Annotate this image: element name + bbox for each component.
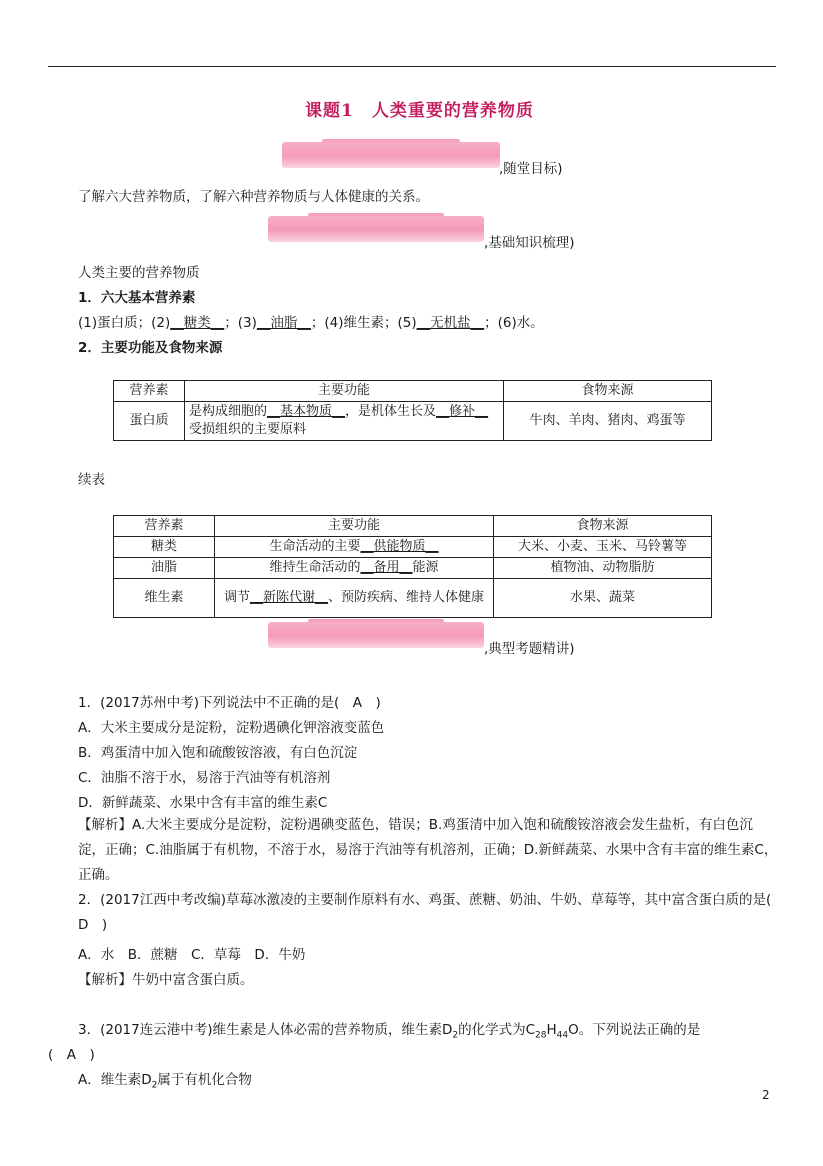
- cell-text: 是构成细胞的: [189, 404, 268, 419]
- section-banner-goal: [282, 142, 500, 168]
- goal-text: 了解六大营养物质，了解六种营养物质与人体健康的关系。: [78, 189, 429, 205]
- answer-blank: __新陈代谢__: [249, 590, 328, 605]
- table-cell: 植物油、动物脂肪: [494, 558, 712, 579]
- table-cell: [215, 537, 494, 558]
- answer-blank: __糖类__: [170, 315, 225, 331]
- section-label-basic: ,基础知识梳理): [484, 235, 575, 251]
- section-banner-basic: [268, 216, 484, 242]
- nutrients-line: [78, 311, 544, 331]
- question-3-answer: ( A ): [48, 1047, 95, 1063]
- basic-heading: 人类主要的营养物质: [78, 265, 200, 281]
- question-1-stem: 1．(2017苏州中考)下列说法中不正确的是( A ): [78, 695, 381, 711]
- question-1-option-a: A．大米主要成分是淀粉，淀粉遇碘化钾溶液变蓝色: [78, 720, 385, 736]
- table-cell: [185, 402, 504, 441]
- table-header: 食物来源: [494, 516, 712, 537]
- cell-text: 能源: [412, 560, 439, 575]
- stem-text: 3．(2017连云港中考)维生素是人体必需的营养物质，维生素D: [78, 1022, 453, 1038]
- section-label-goal: ,随堂目标): [499, 161, 563, 177]
- answer-blank: __油脂__: [256, 315, 311, 331]
- section-label-exam: ,典型考题精讲): [484, 641, 575, 657]
- subscript: 28: [535, 1030, 547, 1041]
- basic-item1: 1．六大基本营养素: [78, 290, 196, 306]
- basic-item2: 2．主要功能及食物来源: [78, 340, 223, 356]
- page-number: 2: [762, 1088, 770, 1102]
- table-row: [114, 402, 712, 441]
- nutrients-text: (1)蛋白质；(2): [78, 315, 171, 331]
- question-1-analysis: 【解析】A.大米主要成分是淀粉，淀粉遇碘变蓝色，错误；B.鸡蛋清中加入饱和硫酸铵溶液会发生盐析，有白色沉淀，正确；C.油脂属于有机物，不溶于水，易溶于汽油等有机溶剂，正确；D.新鲜蔬菜、水果中含有丰富的维生素C，正确。: [78, 817, 778, 883]
- stem-text: O。下列说法正确的是: [568, 1022, 701, 1038]
- cell-text: 调节: [223, 590, 250, 605]
- question-2-stem: 2．(2017江西中考改编)草莓冰激凌的主要制作原料有水、鸡蛋、蔗糖、奶油、牛奶、草莓等，其中富含蛋白质的是( D ): [78, 892, 785, 933]
- table-row: [114, 537, 712, 558]
- answer-blank: __备用__: [360, 560, 413, 575]
- section-banner-exam: [268, 622, 484, 648]
- nutrients-text: ；(3): [224, 315, 257, 331]
- subscript: 44: [556, 1030, 569, 1041]
- table-header: 食物来源: [504, 381, 712, 402]
- cell-text: ，是机体生长及: [345, 404, 437, 419]
- cell-text: 、预防疾病、维持人体健康: [328, 590, 485, 605]
- table-cell: 糖类: [114, 537, 215, 558]
- question-1-option-b: B．鸡蛋清中加入饱和硫酸铵溶液，有白色沉淀: [78, 745, 358, 761]
- question-2-options: A．水 B．蔗糖 C．草莓 D．牛奶: [78, 947, 306, 963]
- table-cell: 油脂: [114, 558, 215, 579]
- table-row: [114, 579, 712, 618]
- option-text: A．维生素D: [78, 1072, 152, 1088]
- continued-label: 续表: [78, 472, 105, 488]
- question-2-analysis: 【解析】牛奶中富含蛋白质。: [78, 972, 254, 988]
- table-cell: 大米、小麦、玉米、马铃薯等: [494, 537, 712, 558]
- nutrients-text: ；(4)维生素；(5): [310, 315, 417, 331]
- stem-text: 的化学式为C: [458, 1022, 536, 1038]
- option-text: 属于有机化合物: [157, 1072, 252, 1088]
- page-title: 课题1 人类重要的营养物质: [305, 101, 534, 121]
- cell-text: 维持生命活动的: [269, 560, 361, 575]
- table-header: 主要功能: [185, 381, 504, 402]
- table-cell: [215, 579, 494, 618]
- nutrient-table-2: [113, 515, 712, 618]
- nutrients-text: ；(6)水。: [484, 315, 544, 331]
- answer-blank: __基本物质__: [267, 404, 346, 419]
- table-cell: [215, 558, 494, 579]
- table-cell: 牛肉、羊肉、猪肉、鸡蛋等: [504, 402, 712, 441]
- answer-blank: __修补__: [436, 404, 489, 419]
- subscript: 2: [151, 1080, 158, 1091]
- table-row: [114, 558, 712, 579]
- question-3-option-a: [78, 1068, 252, 1091]
- question-1-option-d: D．新鲜蔬菜、水果中含有丰富的维生素C: [78, 795, 328, 811]
- cell-text: 受损组织的主要原料: [189, 422, 307, 437]
- table-cell: 维生素: [114, 579, 215, 618]
- question-3-stem: [78, 1018, 700, 1041]
- answer-blank: __供能物质__: [360, 539, 439, 554]
- table-header: 营养素: [114, 381, 185, 402]
- subscript: 2: [452, 1030, 459, 1041]
- answer-blank: __无机盐__: [416, 315, 485, 331]
- table-cell: 水果、蔬菜: [494, 579, 712, 618]
- table-header: 主要功能: [215, 516, 494, 537]
- question-1-option-c: C．油脂不溶于水，易溶于汽油等有机溶剂: [78, 770, 331, 786]
- table-header: 营养素: [114, 516, 215, 537]
- nutrient-table-1: [113, 380, 712, 441]
- header-rule: [48, 66, 776, 67]
- cell-text: 生命活动的主要: [269, 539, 361, 554]
- table-cell: 蛋白质: [114, 402, 185, 441]
- stem-text: H: [546, 1022, 557, 1038]
